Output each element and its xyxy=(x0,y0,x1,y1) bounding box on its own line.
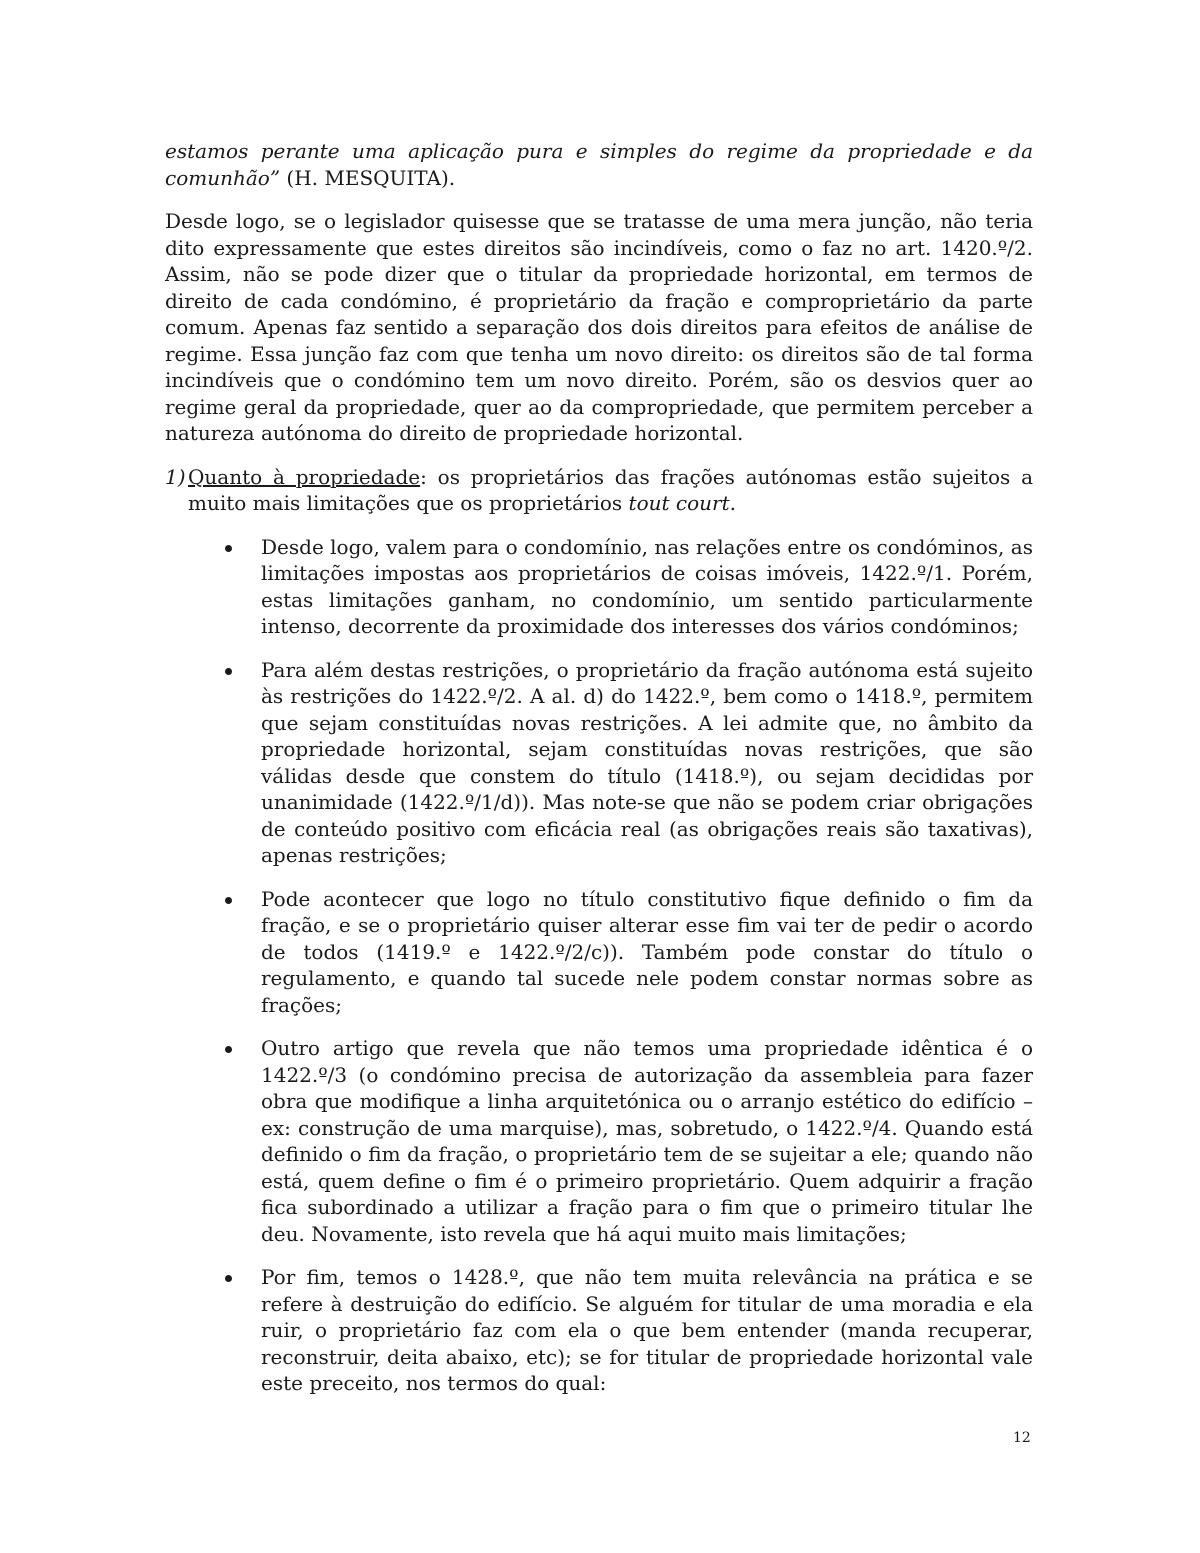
bullet-icon xyxy=(225,1275,232,1282)
page-number: 12 xyxy=(1013,1430,1031,1446)
numbered-item-1 xyxy=(165,464,1033,517)
numbered-item-italic: tout court xyxy=(628,491,730,515)
bullet-text: Outro artigo que revela que não temos uma propriedade idêntica é o 1422.º/3 (o condómino precisa de autorização da assembleia para fazer obra que modifique a linha arquitetónica ou o arranjo estético do edifício – ex: construção de uma marquise), mas, sobretudo, o 1422.º/4. Quando está definido o fim da fração, o proprietário tem de se sujeitar a ele; quando não está, quem define o fim é o primeiro proprietário. Quem adquirir a fração fica subordinado a utilizar a fração para o fim que o primeiro titular lhe deu. Novamente, isto revela que há aqui muito mais limitações; xyxy=(261,1036,1033,1246)
bullet-icon xyxy=(225,897,232,904)
bullet-icon xyxy=(225,545,232,552)
bullet-text: Por fim, temos o 1428.º, que não tem muita relevância na prática e se refere à destruição do edifício. Se alguém for titular de uma moradia e ela ruir, o proprietário faz com ela o que bem entender (manda recuperar, reconstruir, deita abaixo, etc); se for titular de propriedade horizontal vale este preceito, nos termos do qual: xyxy=(261,1265,1033,1395)
numbered-item-marker: 1) xyxy=(165,464,186,489)
bullet-text: Pode acontecer que logo no título constitutivo fique definido o fim da fração, e se o proprietário quiser alterar esse fim vai ter de pedir o acordo de todos (1419.º e 1422.º/2/c)). Também pode constar do título o regulamento, e quando tal sucede nele podem constar normas sobre as frações; xyxy=(261,886,1033,1017)
bullet-item xyxy=(165,534,1033,640)
bullet-item xyxy=(165,657,1033,869)
bullet-icon xyxy=(225,668,232,675)
bullet-list xyxy=(165,534,1033,1397)
paragraph-quote-end xyxy=(165,138,1033,191)
numbered-item-text: : os proprietários das frações autónomas estão sujeitos a muito mais limitações que os proprietários xyxy=(188,464,1034,515)
numbered-item-end: . xyxy=(729,491,736,515)
quote-attribution: (H. MESQUITA). xyxy=(280,165,456,190)
bullet-text: Para além destas restrições, o proprietário da fração autónoma está sujeito às restrições do 1422.º/2. A al. d) do 1422.º, bem como o 1418.º, permitem que sejam constituídas novas restrições. A lei admite que, no âmbito da propriedade horizontal, sejam constituídas novas restrições, que são válidas desde que constem do título (1418.º), ou sejam decididas por unanimidade (1422.º/1/d)). Mas note-se que não se podem criar obrigações de conteúdo positivo com eficácia real (as obrigações reais são taxativas), apenas restrições; xyxy=(261,657,1033,867)
quote-italic: estamos perante uma aplicação pura e simples do regime da propriedade e da comunhão” xyxy=(165,139,1033,190)
bullet-item xyxy=(165,1264,1033,1397)
bullet-text: Desde logo, valem para o condomínio, nas relações entre os condóminos, as limitações impostas aos proprietários de coisas imóveis, 1422.º/1. Porém, estas limitações ganham, no condomínio, um sentido particularmente intenso, decorrente da proximidade dos interesses dos vários condóminos; xyxy=(261,534,1033,638)
paragraph-main: Desde logo, se o legislador quisesse que se tratasse de uma mera junção, não teria dito expressamente que estes direitos são incindíveis, como o faz no art. 1420.º/2. Assim, não se pode dizer que o titular da propriedade horizontal, em termos de direito de cada condómino, é proprietário da fração e comproprietário da parte comum. Apenas faz sentido a separação dos dois direitos para efeitos de análise de regime. Essa junção faz com que tenha um novo direito: os direitos são de tal forma incindíveis que o condómino tem um novo direito. Porém, são os desvios quer ao regime geral da propriedade, quer ao da compropriedade, que permitem perceber a natureza autónoma do direito de propriedade horizontal. xyxy=(165,209,1033,445)
numbered-item-heading: Quanto à propriedade xyxy=(188,464,421,489)
bullet-icon xyxy=(225,1046,232,1053)
document-page xyxy=(165,138,1033,1414)
bullet-item xyxy=(165,886,1033,1019)
bullet-item xyxy=(165,1035,1033,1247)
